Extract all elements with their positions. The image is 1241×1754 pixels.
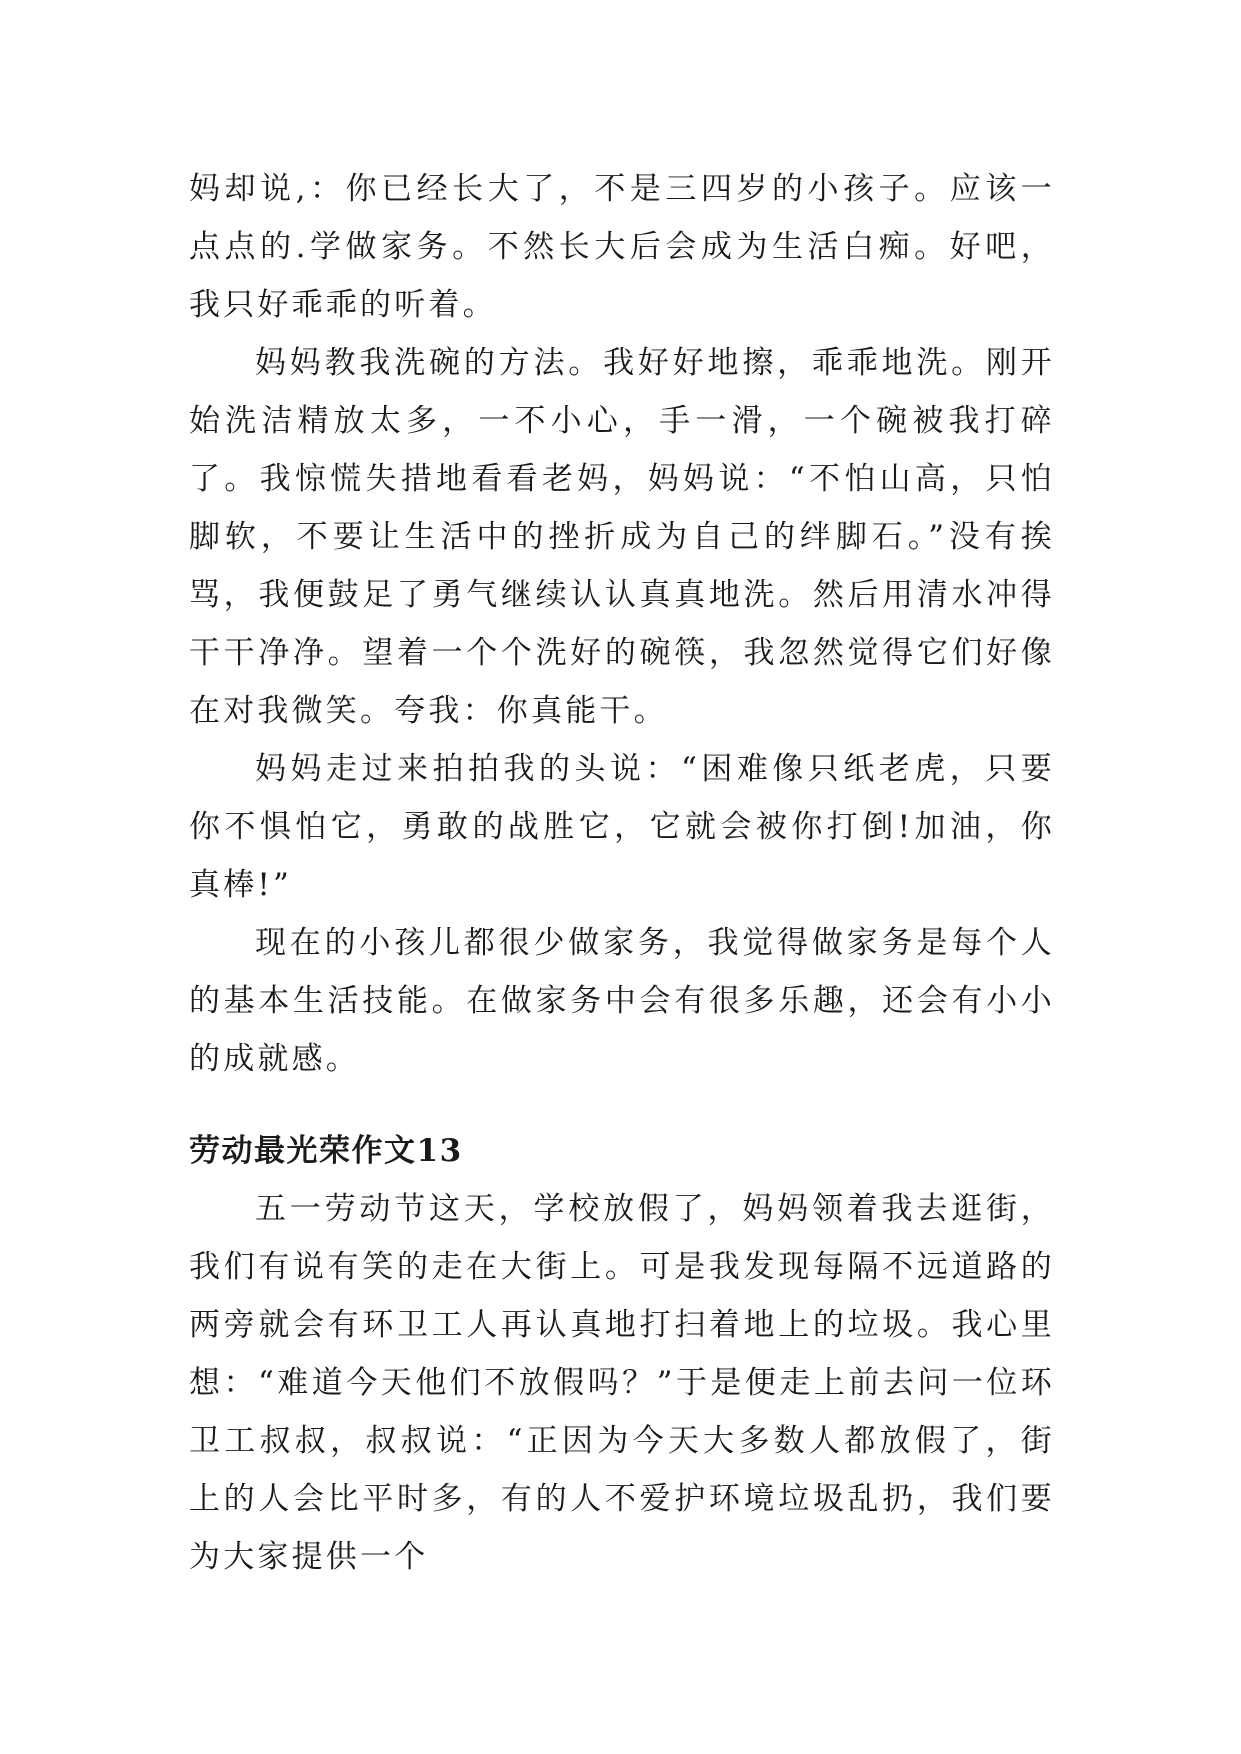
paragraph-mom-encourages: 妈妈走过来拍拍我的头说：“困难像只纸老虎，只要你不惧怕它，勇敢的战胜它，它就会被你打倒!加油，你真棒!” [189,751,1055,903]
paragraph-continued: 妈却说,：你已经长大了，不是三四岁的小孩子。应该一点点的.学做家务。不然长大后会成为生活白痴。好吧，我只好乖乖的听着。 [189,171,1055,323]
document-body [189,160,1055,1586]
section-title: 劳动最光荣作文13 [189,1133,463,1169]
paragraph-conclusion: 现在的小孩儿都很少做家务，我觉得做家务是每个人的基本生活技能。在做家务中会有很多乐趣，还会有小小的成就感。 [189,925,1055,1077]
paragraph-washing-dishes: 妈妈教我洗碗的方法。我好好地擦，乖乖地洗。刚开始洗洁精放太多，一不小心，手一滑，一个碗被我打碎了。我惊慌失措地看看老妈，妈妈说：“不怕山高，只怕脚软，不要让生活中的挫折成为自己的绊脚石。”没有挨骂，我便鼓足了勇气继续认认真真地洗。然后用清水冲得干干净净。望着一个个洗好的碗筷，我忽然觉得它们好像在对我微笑。夸我：你真能干。 [189,345,1055,729]
paragraph-labor-day: 五一劳动节这天，学校放假了，妈妈领着我去逛街，我们有说有笑的走在大街上。可是我发现每隔不远道路的两旁就会有环卫工人再认真地打扫着地上的垃圾。我心里想：“难道今天他们不放假吗？”于是便走上前去问一位环卫工叔叔，叔叔说：“正因为今天大多数人都放假了，街上的人会比平时多，有的人不爱护环境垃圾乱扔，我们要为大家提供一个 [189,1191,1055,1575]
